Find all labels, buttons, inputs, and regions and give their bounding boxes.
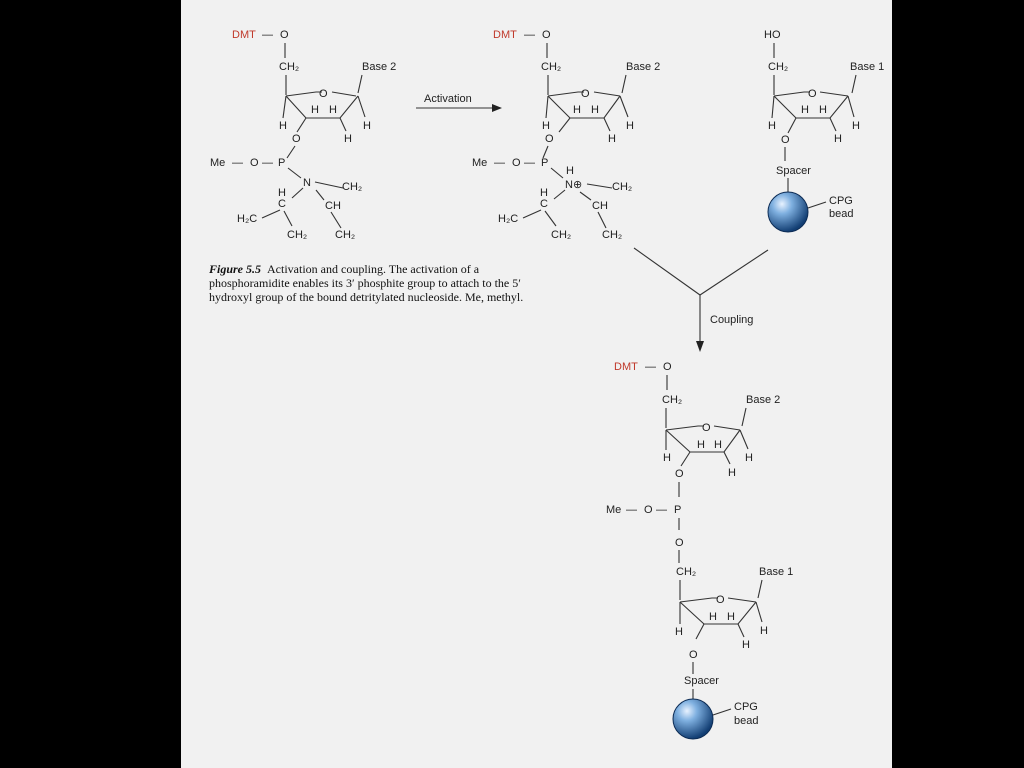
svg-text:H: H (728, 467, 736, 479)
svg-text:O: O (512, 157, 521, 169)
svg-text:—: — (645, 361, 656, 373)
svg-text:H: H (591, 104, 599, 116)
svg-text:CH₂: CH₂ (335, 229, 356, 241)
svg-text:H: H (540, 187, 548, 199)
svg-text:H: H (329, 104, 337, 116)
svg-text:O: O (319, 88, 328, 100)
svg-text:Spacer: Spacer (684, 675, 719, 687)
svg-text:H: H (278, 187, 286, 199)
svg-text:H: H (697, 439, 705, 451)
svg-text:HO: HO (764, 29, 781, 41)
svg-text:H: H (663, 452, 671, 464)
svg-text:O: O (250, 157, 259, 169)
svg-text:O: O (675, 468, 684, 480)
activation-label: Activation (424, 93, 472, 105)
svg-text:—: — (524, 157, 535, 169)
svg-text:N: N (303, 177, 311, 189)
svg-text:O: O (545, 133, 554, 145)
svg-text:CH₂: CH₂ (541, 61, 562, 73)
svg-text:H: H (279, 120, 287, 132)
svg-text:O: O (689, 649, 698, 661)
coupling-arrow (634, 248, 768, 352)
svg-text:H: H (742, 639, 750, 651)
svg-text:CH₂: CH₂ (676, 566, 697, 578)
svg-text:Me: Me (210, 157, 226, 169)
svg-text:O: O (644, 504, 653, 516)
svg-text:DMT: DMT (493, 29, 517, 41)
svg-text:H: H (566, 165, 574, 177)
svg-text:H: H (727, 611, 735, 623)
spacer-label: Spacer (776, 165, 811, 177)
svg-text:Base 2: Base 2 (746, 394, 781, 406)
svg-text:—: — (524, 29, 535, 41)
svg-text:H: H (834, 133, 842, 145)
svg-text:CH₂: CH₂ (551, 229, 572, 241)
svg-text:—: — (494, 157, 505, 169)
svg-text:O: O (280, 29, 289, 41)
svg-text:H: H (714, 439, 722, 451)
svg-text:H: H (608, 133, 616, 145)
svg-text:CH₂: CH₂ (287, 229, 308, 241)
dinucleotide-product-structure (606, 361, 793, 739)
bead-label: bead (829, 208, 854, 220)
svg-text:C: C (540, 198, 548, 210)
svg-text:H: H (745, 452, 753, 464)
svg-text:O: O (781, 134, 790, 146)
svg-text:O: O (542, 29, 551, 41)
svg-text:H: H (573, 104, 581, 116)
base-1-label: Base 1 (850, 61, 885, 73)
figure-number: Figure 5.5 (209, 262, 262, 276)
svg-text:O: O (663, 361, 672, 373)
svg-text:H₂C: H₂C (498, 213, 519, 225)
svg-text:—: — (262, 157, 273, 169)
base-2-label: Base 2 (362, 61, 397, 73)
svg-text:Me: Me (472, 157, 488, 169)
svg-text:—: — (262, 29, 273, 41)
svg-text:O: O (581, 88, 590, 100)
svg-text:O: O (292, 133, 301, 145)
svg-text:H: H (768, 120, 776, 132)
coupling-label: Coupling (710, 314, 754, 326)
svg-text:H: H (760, 625, 768, 637)
svg-text:C: C (278, 198, 286, 210)
svg-text:O: O (702, 422, 711, 434)
svg-text:CH₂: CH₂ (662, 394, 683, 406)
svg-text:H: H (709, 611, 717, 623)
svg-text:H: H (852, 120, 860, 132)
svg-text:CH₂: CH₂ (602, 229, 623, 241)
svg-text:O: O (675, 537, 684, 549)
svg-text:H: H (311, 104, 319, 116)
svg-text:Me: Me (606, 504, 622, 516)
svg-text:H: H (363, 120, 371, 132)
svg-text:H: H (344, 133, 352, 145)
svg-text:N⊕: N⊕ (565, 179, 583, 191)
svg-text:H: H (675, 626, 683, 638)
svg-text:—: — (626, 504, 637, 516)
svg-text:CPG: CPG (734, 701, 758, 713)
svg-text:DMT: DMT (614, 361, 638, 373)
svg-text:CH₂: CH₂ (279, 61, 300, 73)
svg-text:CH: CH (592, 200, 608, 212)
svg-text:CH₂: CH₂ (612, 181, 633, 193)
activated-phosphoramidite-structure (472, 29, 660, 241)
figure-caption (209, 262, 554, 304)
cpg-label: CPG (829, 195, 853, 207)
bound-nucleoside-structure (764, 29, 884, 232)
phosphoramidite-structure (210, 29, 396, 241)
cpg-bead-icon (768, 192, 808, 232)
svg-text:Base 2: Base 2 (626, 61, 661, 73)
svg-text:H: H (542, 120, 550, 132)
svg-text:CH₂: CH₂ (342, 181, 363, 193)
svg-text:H₂C: H₂C (237, 213, 258, 225)
svg-text:CH₂: CH₂ (768, 61, 789, 73)
svg-text:H: H (801, 104, 809, 116)
dmt-label: DMT (232, 29, 256, 41)
svg-text:CH: CH (325, 200, 341, 212)
svg-text:P: P (541, 157, 549, 169)
svg-text:P: P (278, 157, 286, 169)
svg-text:bead: bead (734, 715, 759, 727)
svg-text:O: O (808, 88, 817, 100)
activation-arrow (416, 93, 502, 112)
svg-text:H: H (626, 120, 634, 132)
product-cpg-bead-icon (673, 699, 713, 739)
svg-text:Base 1: Base 1 (759, 566, 794, 578)
svg-text:O: O (716, 594, 725, 606)
svg-text:—: — (232, 157, 243, 169)
svg-text:P: P (674, 504, 682, 516)
svg-text:H: H (819, 104, 827, 116)
caption-text: Activation and coupling. The activation of a phosphoramidite enables its 3′ phosphite group to attach to the 5′ hydroxyl group of the bound detritylated nucleoside. Me, methyl. (209, 262, 524, 304)
svg-text:—: — (656, 504, 667, 516)
